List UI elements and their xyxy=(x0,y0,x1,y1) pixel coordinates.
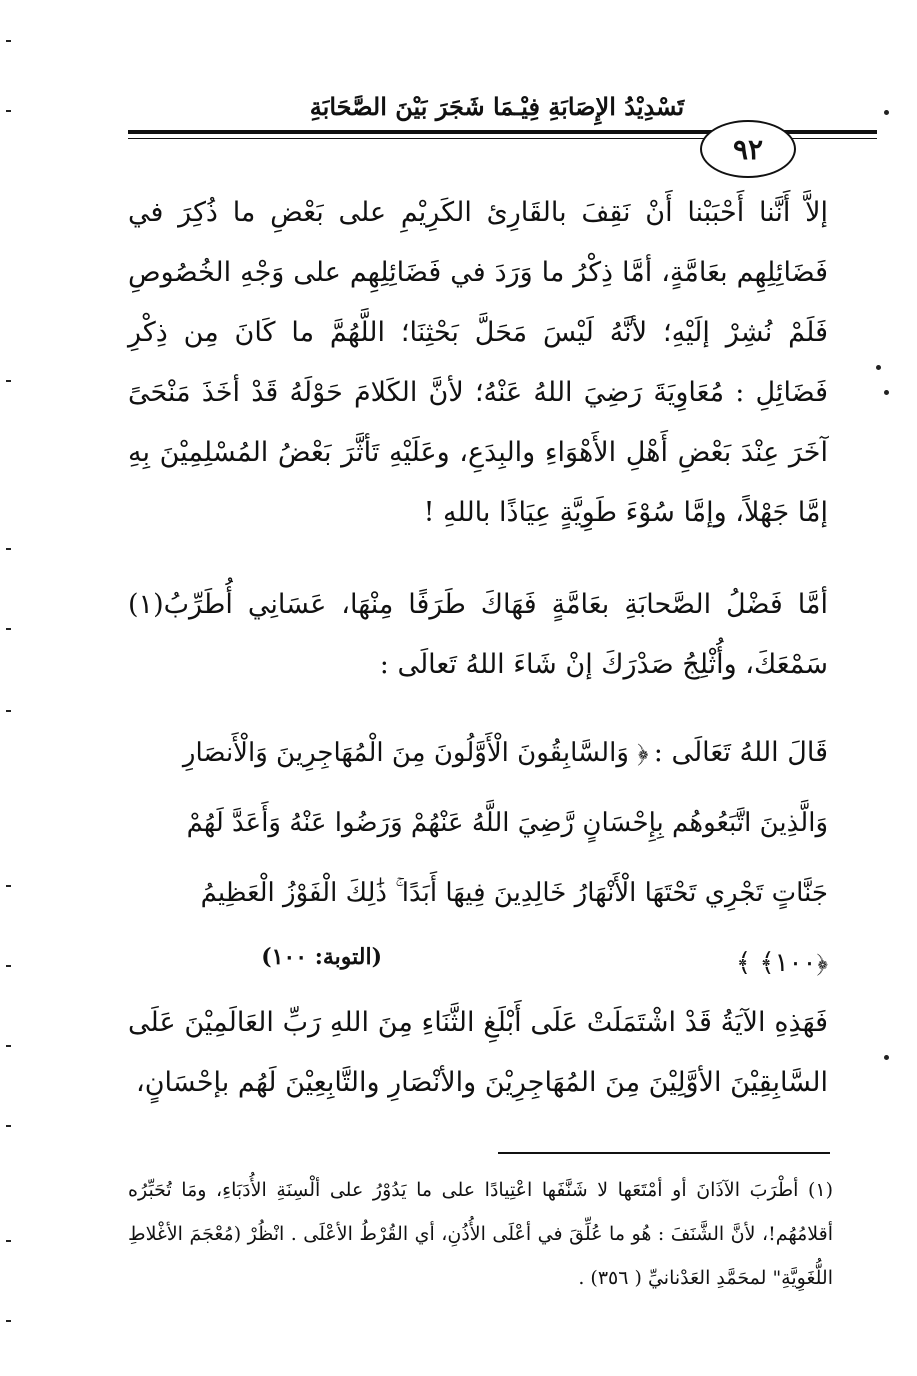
edge-mark xyxy=(6,965,11,967)
margin-dot xyxy=(884,110,889,115)
quran-verse-block xyxy=(128,718,828,998)
edge-mark xyxy=(6,40,11,42)
page-number-badge: ٩٢ xyxy=(700,120,796,178)
footnote-separator xyxy=(498,1152,830,1154)
surah-reference: (التوبة: ١٠٠) xyxy=(261,944,382,970)
margin-dot xyxy=(876,365,881,370)
edge-mark xyxy=(6,1240,11,1242)
edge-mark xyxy=(6,710,11,712)
paragraph-3: فَهَذِهِ الآيَةُ قَدْ اشْتَمَلَتْ عَلَى أَبْلَغِ الثَّنَاءِ مِنَ اللهِ رَبِّ العَالَمِيْنَ عَلَى السَّابِقِيْنَ الأوَّلِيْنَ مِنَ المُهَاجِرِيْنَ والأنْصَارِ والتَّابِعِيْنَ لَهُم بإحْسَانٍ، xyxy=(128,1007,828,1098)
quran-verse-text: ﴿ وَالسَّابِقُونَ الْأَوَّلُونَ مِنَ الْمُهَاجِرِينَ وَالْأَنصَارِ وَالَّذِينَ اتَّبَعُوهُم بِإِحْسَانٍ رَّضِيَ اللَّهُ عَنْهُمْ وَرَضُوا عَنْهُ وَأَعَدَّ لَهُمْ جَنَّاتٍ تَجْرِي تَحْتَهَا الْأَنْهَارُ خَالِدِينَ فِيهَا أَبَدًا ۚ ذَٰلِكَ الْفَوْزُ الْعَظِيمُ ﴿١٠٠﴾ ﴾ xyxy=(182,738,828,978)
footnote: (١) أطْرَبَ الآذَانَ أو أمْتَعَها لا شَنَّفَها اعْتِيادًا على ما يَدُوْرُ على ألْسِنَةِ الأُدَبَاءِ، ومَا تُحَبِّرُه أقلامُهُم!، لأنَّ الشَّنَفَ : هُو ما عُلِّقَ في أعْلَى الأُذُنِ، أي القُرْطُ الأعْلَى . انْظُرْ (مُعْجَمَ الأغْلاطِ اللُّغَوِيَّةِ" لمحَمَّدِ العَدْنانيِّ ( ٣٥٦) . xyxy=(128,1179,833,1289)
edge-mark xyxy=(6,1045,11,1047)
edge-mark xyxy=(6,380,11,382)
edge-mark xyxy=(6,628,11,630)
paragraph-1: إلاَّ أَنَّنا أَحْبَبْنا أَنْ نَقِفَ بالقَارِئ الكَرِيْمِ على بَعْضِ ما ذُكِرَ في فَضَائِلِهِم بعَامَّةٍ، أمَّا ذِكْرُ ما وَرَدَ في فَضَائِلِهِم على وَجْهِ الخُصُوصِ فَلَمْ نُشِرْ إلَيْهِ؛ لأنَّهُ لَيْسَ مَحَلَّ بَحْثِنَا؛ اللَّهُمَّ ما كَانَ مِن ذِكْرِ فَضَائِلِ : مُعَاوِيَةَ رَضِيَ اللهُ عَنْهُ؛ لأنَّ الكَلامَ حَوْلَهُ قَدْ أخَذَ مَنْحَىً آخَرَ عِنْدَ بَعْضِ أَهْلِ الأَهْوَاءِ والبِدَعِ، وعَلَيْهِ تَأثَّرَ بَعْضُ المُسْلِمِيْنَ بِهِ إمَّا جَهْلاً، وإمَّا سُوْءَ طَوِيَّةٍ عِيَاذًا باللهِ ! xyxy=(128,197,828,528)
edge-mark xyxy=(6,1125,11,1127)
edge-mark xyxy=(6,110,11,112)
running-header-title: تَسْدِيْدُ الإِصَابَةِ فِيْـمَا شَجَرَ بَيْنَ الصَّحَابَةِ xyxy=(309,92,685,121)
margin-dot xyxy=(884,1055,889,1060)
edge-mark xyxy=(6,885,11,887)
quran-lead-in: قَالَ اللهُ تَعَالَى : xyxy=(653,737,828,768)
edge-mark xyxy=(6,548,11,550)
edge-mark xyxy=(6,1320,11,1322)
paragraph-2: أمَّا فَضْلُ الصَّحابَةِ بعَامَّةٍ فَهَاكَ طَرَفًا مِنْهَا، عَسَانِي أُطَرِّبُ(١) سَمْعَكَ، وأُثْلِجُ صَدْرَكَ إنْ شَاءَ اللهُ تَعالَى : xyxy=(128,589,828,680)
margin-dot xyxy=(884,390,889,395)
